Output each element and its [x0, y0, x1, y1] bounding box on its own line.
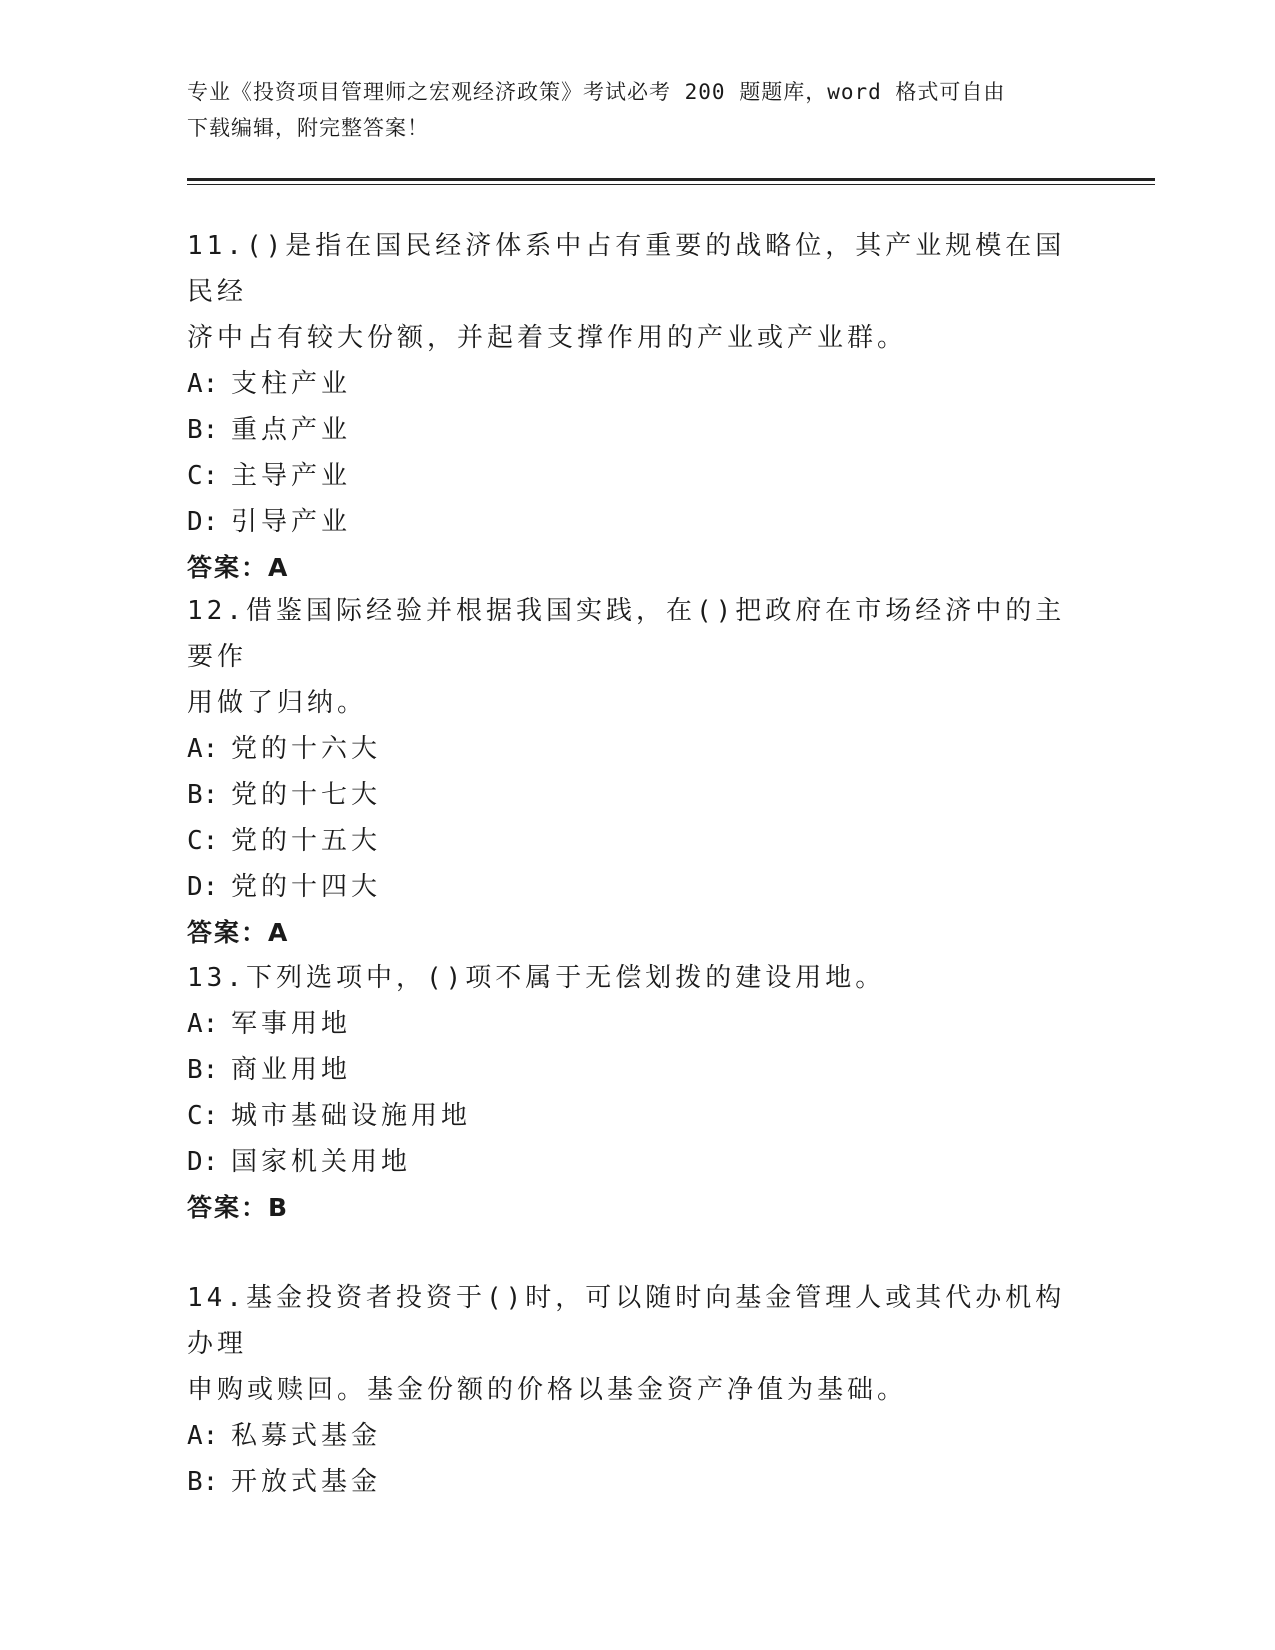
option-d — [187, 499, 1077, 545]
option-a — [187, 361, 1077, 407]
option-b — [187, 772, 1077, 818]
question-11 — [187, 223, 1077, 591]
option-letter: D: — [187, 1147, 219, 1177]
option-letter: A: — [187, 369, 219, 399]
option-c — [187, 818, 1077, 864]
option-letter: B: — [187, 415, 219, 445]
option-d — [187, 1139, 1077, 1185]
question-text-line: 13.下列选项中，()项不属于无偿划拨的建设用地。 — [187, 963, 886, 993]
option-letter: A: — [187, 1009, 219, 1039]
option-text: 支柱产业 — [231, 369, 352, 399]
question-text-line: 济中占有较大份额，并起着支撑作用的产业或产业群。 — [187, 323, 908, 353]
option-text: 军事用地 — [231, 1009, 352, 1039]
option-letter: B: — [187, 780, 219, 810]
option-text: 商业用地 — [231, 1055, 352, 1085]
option-letter: B: — [187, 1467, 219, 1497]
option-text: 国家机关用地 — [231, 1147, 412, 1177]
question-text-line: 12.借鉴国际经验并根据我国实践，在()把政府在市场经济中的主要作 — [187, 596, 1066, 672]
option-letter: D: — [187, 507, 219, 537]
document-header — [187, 74, 1067, 146]
option-letter: B: — [187, 1055, 219, 1085]
option-text: 党的十六大 — [231, 734, 382, 764]
option-letter: C: — [187, 1101, 219, 1131]
option-b — [187, 407, 1077, 453]
question-text-line: 用做了归纳。 — [187, 688, 368, 718]
answer: 答案：A — [187, 918, 290, 947]
option-b — [187, 1459, 1077, 1505]
header-line-2: 下载编辑，附完整答案！ — [187, 116, 429, 140]
header-rule-thin — [187, 184, 1155, 185]
option-a — [187, 1001, 1077, 1047]
question-14 — [187, 1275, 1077, 1505]
option-text: 重点产业 — [231, 415, 352, 445]
option-text: 主导产业 — [231, 461, 352, 491]
option-text: 党的十四大 — [231, 872, 382, 902]
option-letter: A: — [187, 734, 219, 764]
option-text: 引导产业 — [231, 507, 352, 537]
header-rule-thick — [187, 178, 1155, 181]
option-a — [187, 726, 1077, 772]
option-b — [187, 1047, 1077, 1093]
question-13 — [187, 955, 1077, 1231]
option-text: 开放式基金 — [231, 1467, 382, 1497]
option-text: 私募式基金 — [231, 1421, 382, 1451]
question-12 — [187, 588, 1077, 956]
option-a — [187, 1413, 1077, 1459]
question-text-line: 11.()是指在国民经济体系中占有重要的战略位，其产业规模在国民经 — [187, 231, 1066, 307]
answer: 答案：B — [187, 1193, 290, 1222]
option-text: 城市基础设施用地 — [231, 1101, 472, 1131]
header-line-1: 专业《投资项目管理师之宏观经济政策》考试必考 200 题题库，word 格式可自由 — [187, 80, 1006, 104]
option-letter: A: — [187, 1421, 219, 1451]
option-letter: D: — [187, 872, 219, 902]
option-c — [187, 453, 1077, 499]
option-text: 党的十七大 — [231, 780, 382, 810]
question-text-line: 14.基金投资者投资于()时，可以随时向基金管理人或其代办机构办理 — [187, 1283, 1066, 1359]
option-d — [187, 864, 1077, 910]
question-text-line: 申购或赎回。基金份额的价格以基金资产净值为基础。 — [187, 1375, 908, 1405]
option-c — [187, 1093, 1077, 1139]
option-letter: C: — [187, 826, 219, 856]
option-letter: C: — [187, 461, 219, 491]
option-text: 党的十五大 — [231, 826, 382, 856]
answer: 答案：A — [187, 553, 290, 582]
